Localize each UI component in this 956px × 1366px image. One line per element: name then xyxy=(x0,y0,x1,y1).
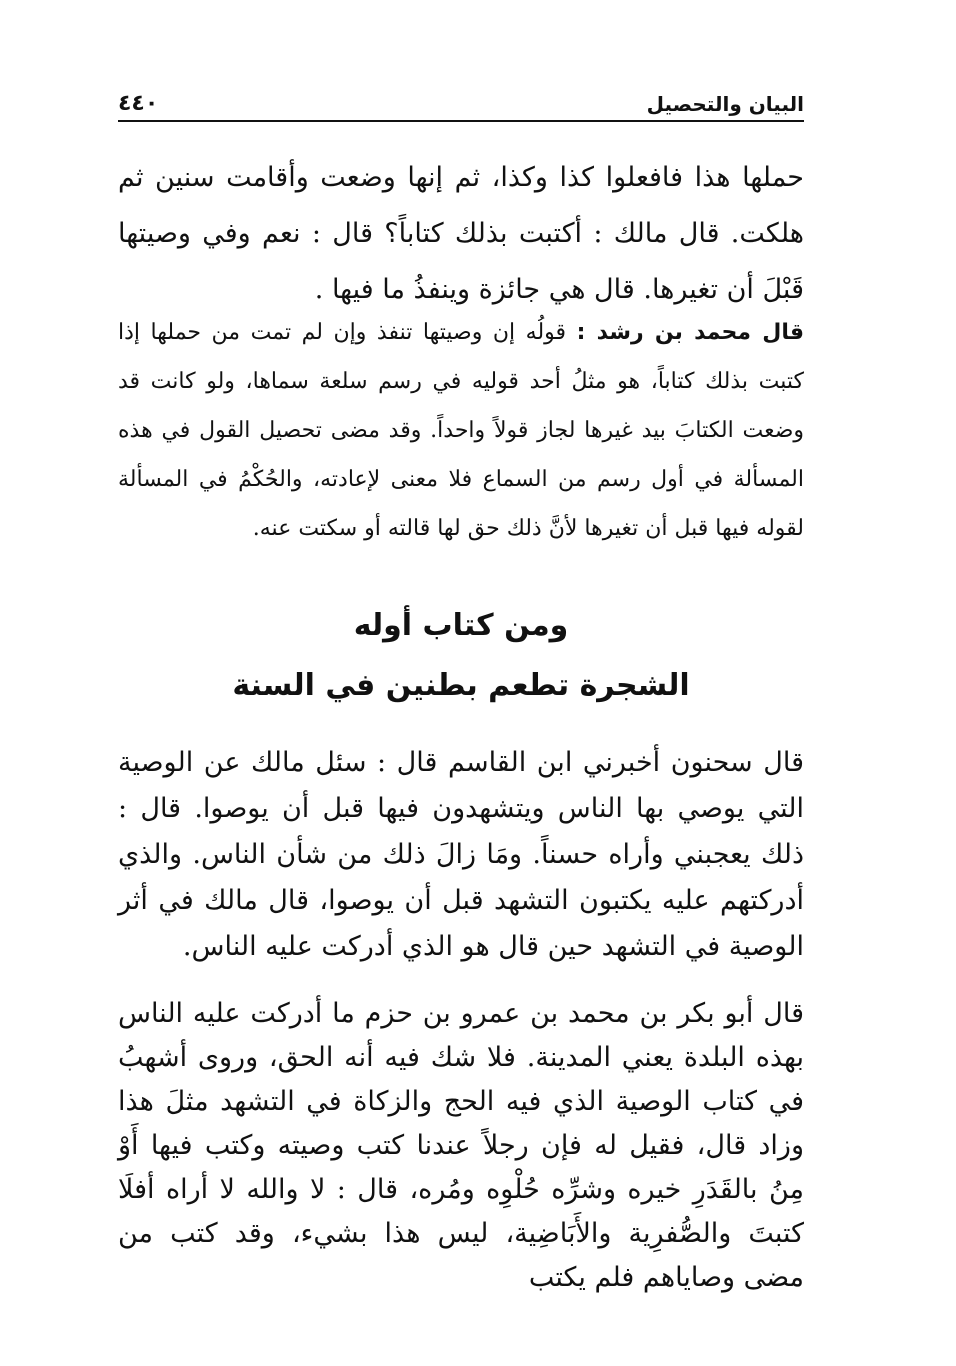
section-heading xyxy=(118,596,804,716)
paragraph-text: حملها هذا فافعلوا كذا وكذا، ثم إنها وضعت وأقامت سنين ثم هلكت. قال مالك : أكتبت بذلك كتاباً؟ قال : نعم وفي وصيتها قَبْلَ أن تغيرها. قال هي جائزة وينفذُ ما فيها . xyxy=(118,162,804,305)
page-number: ٤٤٠ xyxy=(118,91,159,116)
commentary-paragraph xyxy=(118,308,804,553)
paragraph-text: قال أبو بكر بن محمد بن عمرو بن حزم ما أدركت عليه الناس بهذه البلدة يعني المدينة. فلا شك فيه أنه الحق، وروى أشهبُ في كتاب الوصية الذي فيه الحج والزكاة في التشهد مثلَ هذا وزاد قال، فقيل له فإن رجلاً عندنا كتب وصيته وكتب فيها أَوْ مِنُ بالقَدَرِ خيره وشرِّه حُلْوِه ومُره، قال : لا والله لا أراه أفلَا كتبتَ والصُّفرِية والأَبَاضِية، ليس هذا بشيء، وقد كتب من مضى وصاياهم فلم يكتب xyxy=(118,998,804,1293)
paragraph-abu-bakr xyxy=(118,992,804,1300)
commentary-body xyxy=(118,308,804,553)
running-title: البيان والتحصيل xyxy=(646,92,804,116)
commentary-speaker: قال محمد بن رشد : xyxy=(576,320,804,345)
page-header xyxy=(118,86,804,122)
paragraph-continuation xyxy=(118,150,804,318)
section-heading-line-2: الشجرة تطعم بطنين في السنة xyxy=(232,668,690,703)
commentary-text: قولُه إن وصيتها تنفذ وإن لم تمت من حملها إذا كتبت بذلك كتاباً، هو مثلُ أحد قوليه في رسم سلعة سماها، ولو كانت قد وضعت الكتابَ بيد غيرها لجاز قولاً واحداً. وقد مضى تحصيل القول في هذه المسألة في أول رسم من السماع فلا معنى لإعادته، والحُكْمُ في المسألة لقوله فيها قبل أن تغيرها لأنَّ ذلك حق لها قالته أو سكتت عنه. xyxy=(118,320,804,541)
section-heading-line-1: ومن كتاب أوله xyxy=(353,608,569,643)
paragraph-sahnun xyxy=(118,740,804,970)
paragraph-text: قال سحنون أخبرني ابن القاسم قال : سئل مالك عن الوصية التي يوصي بها الناس ويتشهدون فيها قبل أن يوصوا. قال : ذلك يعجبني وأراه حسناً. ومَا زالَ ذلك من شأن الناس. والذي أدركتهم عليه يكتبون التشهد قبل أن يوصوا، قال مالك في أثر الوصية في التشهد حين قال هو الذي أدركت عليه الناس. xyxy=(118,747,804,962)
